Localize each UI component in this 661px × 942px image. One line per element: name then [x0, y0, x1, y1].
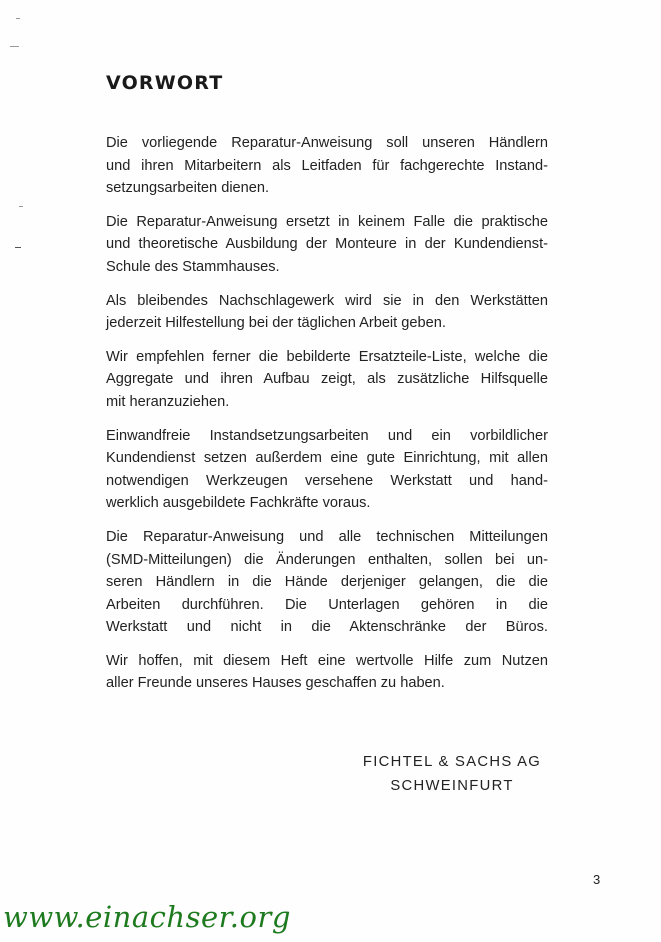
scan-speck [15, 247, 21, 248]
text-line: Einwandfreie Instandsetzungsarbeiten und ein vorbildlicher [106, 427, 548, 444]
text-line: Als bleibendes Nachschlagewerk wird sie in den Werkstätten [106, 292, 548, 309]
paragraph [106, 211, 548, 279]
text-line: aller Freunde unseres Hauses geschaffen zu haben. [106, 675, 445, 692]
text-line: Werkstatt und nicht in die Aktenschränke der Büros. [106, 619, 548, 636]
paragraph [106, 650, 548, 695]
text-line: Aggregate und ihren Aufbau zeigt, als zusätzliche Hilfsquelle [106, 371, 548, 388]
page-number: 3 [593, 872, 601, 887]
text-line: (SMD-Mitteilungen) die Änderungen enthalten, sollen bei un- [106, 551, 548, 568]
text-line: Wir hoffen, mit diesem Heft eine wertvolle Hilfe zum Nutzen [106, 652, 548, 669]
text-line: Schule des Stammhauses. [106, 258, 280, 275]
paragraph [106, 132, 548, 200]
scan-speck [19, 206, 23, 207]
paragraph [106, 346, 548, 414]
paragraph [106, 290, 548, 335]
text-line: mit heranzuziehen. [106, 393, 230, 410]
scan-speck [16, 18, 20, 19]
body-text [106, 132, 548, 706]
signature-city: SCHWEINFURT [390, 778, 514, 794]
text-line: Die Reparatur-Anweisung ersetzt in keinem Falle die praktische [106, 213, 548, 230]
signature-block [352, 750, 552, 798]
text-line: Die vorliegende Reparatur-Anweisung soll unseren Händlern [106, 135, 548, 151]
text-line: seren Händlern in die Hände derjeniger gelangen, die die [106, 574, 548, 591]
text-line: und theoretische Ausbildung der Monteure in der Kundendienst- [106, 236, 548, 253]
text-line: und ihren Mitarbeitern als Leitfaden für fachgerechte Instand- [106, 157, 548, 174]
text-line: jederzeit Hilfestellung bei der täglichen Arbeit geben. [106, 315, 446, 332]
text-line: Kundendienst setzen außerdem eine gute Einrichtung, mit allen [106, 450, 548, 467]
text-line: Arbeiten durchführen. Die Unterlagen gehören in die [106, 596, 548, 613]
paragraph [106, 425, 548, 515]
text-line: notwendigen Werkzeugen versehene Werkstatt und hand- [106, 472, 548, 489]
signature-company: FICHTEL & SACHS AG [362, 754, 542, 770]
paragraph [106, 526, 548, 639]
page-title: VORWORT [106, 72, 224, 94]
scan-speck [10, 46, 19, 47]
text-line: werklich ausgebildete Fachkräfte voraus. [106, 495, 371, 512]
text-line: Wir empfehlen ferner die bebilderte Ersatzteile-Liste, welche die [106, 348, 548, 365]
watermark-url: www.einachser.org [3, 900, 291, 934]
text-line: setzungsarbeiten dienen. [106, 180, 270, 197]
text-line: Die Reparatur-Anweisung und alle technischen Mitteilungen [106, 528, 548, 545]
